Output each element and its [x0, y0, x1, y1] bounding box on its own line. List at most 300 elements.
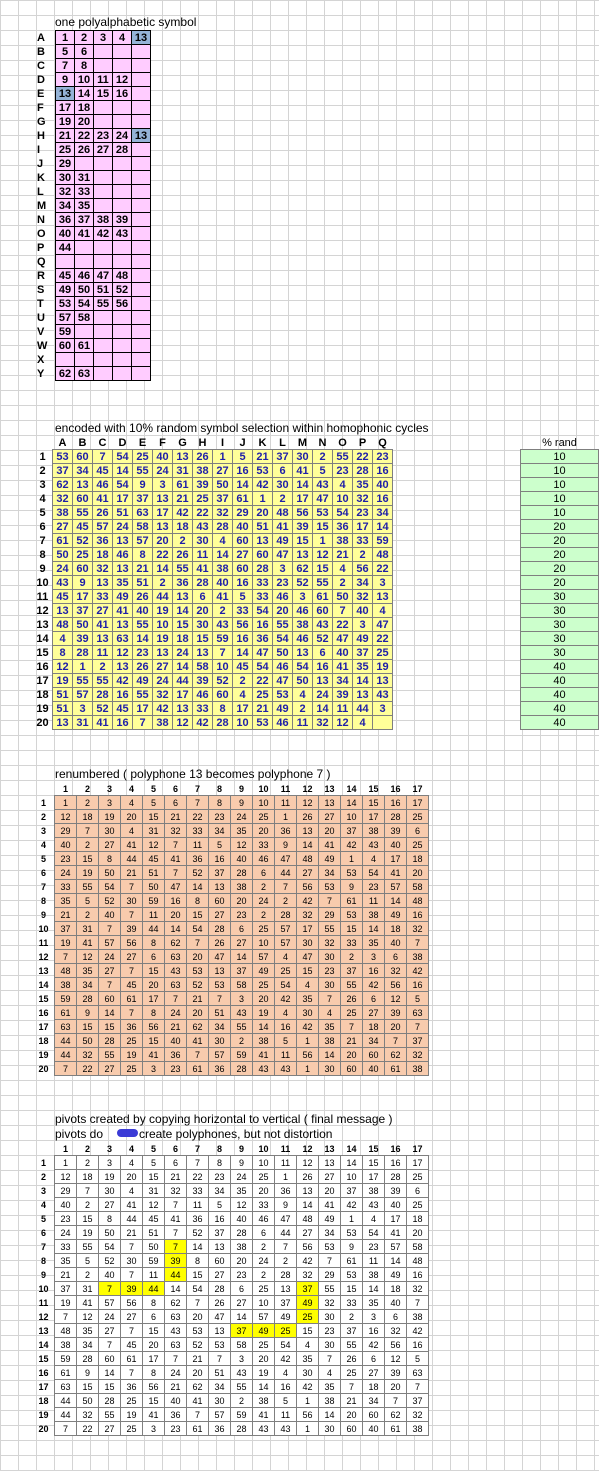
- table-cell: 26: [209, 1296, 231, 1310]
- table-cell: 13: [253, 534, 273, 548]
- table-cell: 4: [293, 688, 313, 702]
- table-cell: 6: [407, 1184, 429, 1198]
- table-cell: 43: [165, 964, 187, 978]
- table-cell: 15: [77, 1212, 99, 1226]
- table-cell: 21: [165, 1170, 187, 1184]
- table-cell: 30: [297, 1006, 319, 1020]
- table-cell: 16: [275, 1380, 297, 1394]
- table-cell: 53: [187, 1324, 209, 1338]
- table-cell: 52: [187, 978, 209, 992]
- table-cell: 9: [275, 838, 297, 852]
- table-cell: 26: [341, 1352, 363, 1366]
- table-cell: 59: [231, 1048, 253, 1062]
- table-cell: 20: [153, 534, 173, 548]
- table-cell: 10: [253, 936, 275, 950]
- table-cell: 24: [153, 464, 173, 478]
- row-number: 6: [40, 867, 46, 878]
- table-row: [33, 978, 429, 992]
- table-cell: 45: [143, 852, 165, 866]
- table-cell: 43: [313, 618, 333, 632]
- row-number: 5: [40, 1213, 46, 1224]
- table-cell: 20: [121, 810, 143, 824]
- table-cell: 12: [385, 992, 407, 1006]
- table-cell: 17: [133, 702, 153, 716]
- table-cell: 32: [297, 908, 319, 922]
- table-cell: 14: [173, 660, 193, 674]
- table-cell: 3: [153, 478, 173, 492]
- table-row: [33, 101, 151, 115]
- table-cell: 32: [385, 1324, 407, 1338]
- table-cell: [94, 115, 113, 129]
- table-cell: 62: [165, 936, 187, 950]
- table-cell: 27: [53, 520, 73, 534]
- table-cell: 17: [143, 1352, 165, 1366]
- table-cell: 59: [56, 325, 75, 339]
- table-cell: 16: [209, 852, 231, 866]
- row-label: I: [37, 143, 41, 156]
- section2-title: encoded with 10% random symbol selection within homophonic cycles: [55, 421, 429, 435]
- table-cell: 5: [275, 1394, 297, 1408]
- table-row: [33, 87, 151, 101]
- table-cell: 9: [77, 1006, 99, 1020]
- table-cell: 15: [143, 1394, 165, 1408]
- row-number: 11: [38, 937, 49, 948]
- table-cell: [132, 367, 151, 381]
- table-cell: 25: [121, 1422, 143, 1436]
- table-cell: 54: [187, 1282, 209, 1296]
- table-cell: [132, 101, 151, 115]
- table-cell: 7: [407, 1380, 429, 1394]
- table-row: [33, 31, 151, 45]
- table-cell: 49: [56, 283, 75, 297]
- table-cell: 55: [99, 1408, 121, 1422]
- table-cell: 4: [353, 716, 373, 730]
- table-row: [33, 1408, 429, 1422]
- table-cell: 50: [333, 590, 353, 604]
- percent-rand-cell: 20: [521, 576, 599, 590]
- table-cell: 43: [373, 688, 393, 702]
- table-cell: 8: [143, 936, 165, 950]
- table-cell: 54: [333, 506, 353, 520]
- section1-title: one polyalphabetic symbol: [55, 15, 197, 29]
- table-cell: 55: [133, 618, 153, 632]
- table-cell: [373, 716, 393, 730]
- table-cell: 51: [253, 520, 273, 534]
- table-cell: 40: [231, 852, 253, 866]
- row-number: 13: [36, 618, 49, 631]
- table-cell: 7: [121, 1268, 143, 1282]
- table-cell: 55: [231, 1020, 253, 1034]
- table-row: [33, 702, 393, 716]
- table-cell: 33: [187, 1184, 209, 1198]
- table-cell: 49: [385, 1268, 407, 1282]
- table-cell: 4: [333, 478, 353, 492]
- table-cell: 34: [319, 866, 341, 880]
- table-cell: 37: [407, 1034, 429, 1048]
- table-cell: 55: [73, 674, 93, 688]
- table-cell: 61: [53, 534, 73, 548]
- table-cell: 7: [55, 950, 77, 964]
- row-number: 20: [36, 716, 49, 729]
- table-cell: 57: [99, 936, 121, 950]
- table-row: [33, 866, 429, 880]
- table-cell: 56: [385, 978, 407, 992]
- table-cell: 61: [187, 1422, 209, 1436]
- table-cell: 40: [153, 450, 173, 464]
- table-cell: 15: [313, 520, 333, 534]
- table-cell: 40: [213, 576, 233, 590]
- row-number: 7: [40, 881, 46, 892]
- table-cell: 8: [143, 1366, 165, 1380]
- table-cell: 35: [231, 1184, 253, 1198]
- column-header: Q: [378, 436, 387, 449]
- table-row: [33, 1226, 429, 1240]
- table-cell: 2: [77, 796, 99, 810]
- table-cell: 61: [55, 1366, 77, 1380]
- table-cell: 47: [273, 674, 293, 688]
- row-number: 11: [38, 1297, 49, 1308]
- table-cell: 46: [273, 590, 293, 604]
- column-header: I: [220, 436, 225, 449]
- table-cell: 3: [99, 1156, 121, 1170]
- table-cell: 41: [385, 1226, 407, 1240]
- table-cell: 14: [165, 922, 187, 936]
- table-row: [33, 922, 429, 936]
- table-cell: 2: [253, 908, 275, 922]
- row-number: 14: [38, 1339, 49, 1350]
- table-cell: 43: [363, 838, 385, 852]
- row-number: 1: [40, 1157, 46, 1168]
- table-cell: 19: [55, 1296, 77, 1310]
- table-cell: 11: [143, 1268, 165, 1282]
- row-number: 6: [39, 520, 46, 533]
- table-cell: 41: [193, 562, 213, 576]
- table-cell: 24: [55, 1226, 77, 1240]
- table-cell: 12: [297, 1156, 319, 1170]
- table-cell: [113, 101, 132, 115]
- table-cell: 8: [143, 1296, 165, 1310]
- table-cell: 22: [187, 1170, 209, 1184]
- table-cell: 56: [297, 880, 319, 894]
- table-cell: 38: [53, 506, 73, 520]
- table-cell: 34: [77, 1338, 99, 1352]
- table-cell: 56: [143, 1380, 165, 1394]
- table-cell: 30: [121, 894, 143, 908]
- table-row: [33, 852, 429, 866]
- table-cell: 46: [273, 660, 293, 674]
- table-cell: 8: [53, 646, 73, 660]
- table-cell: 54: [99, 880, 121, 894]
- table-cell: 15: [193, 632, 213, 646]
- table-cell: 20: [143, 978, 165, 992]
- table-cell: 14: [233, 646, 253, 660]
- table-cell: 53: [209, 1338, 231, 1352]
- table-cell: 4: [113, 31, 132, 45]
- column-header: 5: [150, 783, 156, 794]
- table-cell: 51: [94, 283, 113, 297]
- table-cell: 28: [253, 562, 273, 576]
- table-row: [33, 283, 151, 297]
- table-cell: 1: [297, 1394, 319, 1408]
- table-cell: 35: [363, 936, 385, 950]
- table-cell: 7: [165, 1198, 187, 1212]
- table-cell: 2: [233, 674, 253, 688]
- table-cell: 3: [94, 31, 113, 45]
- table-cell: 49: [253, 964, 275, 978]
- table-cell: 33: [341, 1296, 363, 1310]
- table-cell: [132, 269, 151, 283]
- table-cell: 41: [187, 1034, 209, 1048]
- table-cell: 44: [55, 1034, 77, 1048]
- column-header: H: [198, 436, 207, 449]
- table-cell: 19: [77, 1226, 99, 1240]
- row-number: 19: [38, 1049, 49, 1060]
- table-cell: 19: [53, 674, 73, 688]
- table-cell: 7: [209, 1352, 231, 1366]
- table-cell: 53: [313, 506, 333, 520]
- table-cell: 53: [253, 716, 273, 730]
- table-cell: 60: [73, 492, 93, 506]
- table-cell: 14: [173, 604, 193, 618]
- table-cell: 48: [55, 964, 77, 978]
- table-cell: 42: [297, 1380, 319, 1394]
- table-cell: 4: [297, 1338, 319, 1352]
- table-cell: 19: [55, 936, 77, 950]
- table-cell: 47: [333, 632, 353, 646]
- table-cell: 55: [313, 576, 333, 590]
- table-cell: 4: [121, 1156, 143, 1170]
- table-cell: 56: [293, 506, 313, 520]
- table-row: [33, 838, 429, 852]
- table-cell: 2: [173, 534, 193, 548]
- table-cell: 42: [407, 964, 429, 978]
- table-cell: 24: [231, 810, 253, 824]
- table-cell: 58: [75, 311, 94, 325]
- table-cell: 53: [319, 880, 341, 894]
- table-cell: 36: [173, 576, 193, 590]
- percent-rand-cell: 40: [521, 688, 599, 702]
- table-cell: 34: [73, 464, 93, 478]
- table-row: [33, 894, 429, 908]
- table-cell: [75, 241, 94, 255]
- table-cell: 45: [93, 464, 113, 478]
- table-cell: 47: [313, 492, 333, 506]
- row-number: 15: [36, 646, 49, 659]
- table-cell: 54: [113, 478, 133, 492]
- table-cell: 56: [297, 1408, 319, 1422]
- table-cell: 34: [56, 199, 75, 213]
- table-cell: 46: [253, 852, 275, 866]
- table-cell: [94, 255, 113, 269]
- table-cell: 2: [253, 1240, 275, 1254]
- table-cell: 37: [73, 604, 93, 618]
- table-cell: 43: [275, 1062, 297, 1076]
- table-cell: 35: [363, 1296, 385, 1310]
- table-cell: 27: [93, 604, 113, 618]
- table-cell: 55: [73, 506, 93, 520]
- table-cell: 62: [385, 1048, 407, 1062]
- table-cell: 45: [113, 702, 133, 716]
- table-cell: 38: [253, 1034, 275, 1048]
- table-cell: 56: [233, 618, 253, 632]
- table-cell: 40: [363, 1422, 385, 1436]
- column-header: 15: [368, 783, 379, 794]
- table-cell: 24: [313, 688, 333, 702]
- table-cell: 63: [165, 950, 187, 964]
- table-cell: 45: [233, 660, 253, 674]
- table-cell: 15: [143, 810, 165, 824]
- table-cell: 14: [293, 478, 313, 492]
- table-cell: 35: [353, 660, 373, 674]
- table-cell: 38: [193, 464, 213, 478]
- table-row: [33, 255, 151, 269]
- table-cell: 51: [209, 1006, 231, 1020]
- table-cell: 7: [407, 936, 429, 950]
- table-cell: 15: [293, 534, 313, 548]
- table-cell: 1: [213, 450, 233, 464]
- table-cell: 2: [231, 1034, 253, 1048]
- table-cell: 41: [253, 1408, 275, 1422]
- table-cell: 2: [253, 1268, 275, 1282]
- table-cell: 20: [407, 1226, 429, 1240]
- table-row: [33, 185, 151, 199]
- table-cell: 25: [121, 1034, 143, 1048]
- table-cell: 1: [275, 1170, 297, 1184]
- table-cell: 19: [373, 660, 393, 674]
- table-cell: 40: [385, 838, 407, 852]
- row-label: E: [37, 87, 45, 100]
- table-cell: 21: [253, 702, 273, 716]
- table-cell: 28: [99, 1034, 121, 1048]
- row-label: F: [37, 101, 44, 114]
- table-row: [33, 1212, 429, 1226]
- table-cell: 40: [385, 936, 407, 950]
- table-cell: 22: [353, 450, 373, 464]
- table-cell: 52: [293, 576, 313, 590]
- table-cell: 15: [77, 852, 99, 866]
- table-cell: 7: [319, 1352, 341, 1366]
- table-cell: 9: [73, 576, 93, 590]
- table-row: [33, 157, 151, 171]
- table-cell: 62: [385, 1408, 407, 1422]
- table-cell: [56, 353, 75, 367]
- table-cell: 18: [77, 1170, 99, 1184]
- table-cell: 20: [385, 1020, 407, 1034]
- row-number: 14: [38, 979, 49, 990]
- table-row: [33, 1048, 429, 1062]
- table-cell: 59: [55, 992, 77, 1006]
- table-cell: 55: [77, 1240, 99, 1254]
- corner-cell: [33, 1142, 55, 1156]
- table-cell: 41: [187, 1394, 209, 1408]
- table-row: [33, 339, 151, 353]
- table-cell: 21: [121, 1226, 143, 1240]
- table-cell: 57: [133, 534, 153, 548]
- table-cell: 42: [173, 506, 193, 520]
- row-number: 7: [40, 1241, 46, 1252]
- table-cell: 27: [121, 950, 143, 964]
- table-cell: 21: [55, 1268, 77, 1282]
- table-cell: 48: [407, 894, 429, 908]
- table-cell: 49: [319, 852, 341, 866]
- row-label: J: [37, 157, 44, 170]
- table-cell: 61: [75, 339, 94, 353]
- section4-title-line2-end: create polyphones, but not distortion: [139, 1127, 333, 1141]
- table-cell: 6: [273, 464, 293, 478]
- table-cell: [113, 185, 132, 199]
- table-cell: 39: [165, 1254, 187, 1268]
- table-cell: 14: [233, 478, 253, 492]
- table-cell: 5: [77, 894, 99, 908]
- table-cell: 45: [56, 269, 75, 283]
- table-cell: 41: [93, 618, 113, 632]
- table-cell: 14: [341, 1156, 363, 1170]
- table-cell: 41: [75, 227, 94, 241]
- table-cell: 27: [99, 964, 121, 978]
- table-cell: 3: [231, 992, 253, 1006]
- table-cell: 7: [213, 646, 233, 660]
- table-cell: 54: [253, 660, 273, 674]
- table-cell: 2: [231, 1394, 253, 1408]
- table-cell: 2: [293, 702, 313, 716]
- table-cell: 61: [385, 1062, 407, 1076]
- table-cell: 53: [341, 866, 363, 880]
- table-cell: 15: [297, 964, 319, 978]
- table-cell: 43: [231, 1366, 253, 1380]
- table-cell: 4: [333, 562, 353, 576]
- percent-rand-cell: 40: [521, 716, 599, 730]
- percent-rand-cell: 10: [521, 464, 599, 478]
- table-row: [33, 213, 151, 227]
- table-cell: [94, 185, 113, 199]
- table-cell: 4: [53, 632, 73, 646]
- table-cell: 37: [341, 1324, 363, 1338]
- table-cell: 5: [56, 45, 75, 59]
- table-cell: 13: [297, 1184, 319, 1198]
- table-cell: 23: [319, 964, 341, 978]
- table-cell: 25: [373, 646, 393, 660]
- table-cell: 25: [121, 1394, 143, 1408]
- table-cell: 62: [53, 478, 73, 492]
- table-cell: 63: [165, 1338, 187, 1352]
- table-cell: 35: [353, 478, 373, 492]
- table-cell: 28: [213, 520, 233, 534]
- table-cell: 42: [94, 227, 113, 241]
- table-row: [521, 492, 599, 506]
- table-cell: 52: [113, 283, 132, 297]
- table-cell: 15: [99, 1380, 121, 1394]
- table-cell: 25: [121, 1062, 143, 1076]
- percent-rand-cell: 10: [521, 450, 599, 464]
- table-cell: 1: [297, 1422, 319, 1436]
- table-cell: 4: [121, 1184, 143, 1198]
- table-cell: 57: [56, 311, 75, 325]
- table-cell: 9: [341, 880, 363, 894]
- table-cell: 36: [165, 1408, 187, 1422]
- table-cell: 14: [313, 702, 333, 716]
- table-cell: 27: [231, 936, 253, 950]
- table-cell: [94, 101, 113, 115]
- table-cell: 21: [165, 1020, 187, 1034]
- table-cell: 35: [55, 894, 77, 908]
- table-cell: 2: [313, 450, 333, 464]
- table-cell: 50: [77, 1034, 99, 1048]
- table-row: [33, 129, 151, 143]
- table-cell: 9: [275, 1198, 297, 1212]
- table-row: [33, 964, 429, 978]
- table-cell: 52: [99, 1254, 121, 1268]
- table-cell: 61: [313, 590, 333, 604]
